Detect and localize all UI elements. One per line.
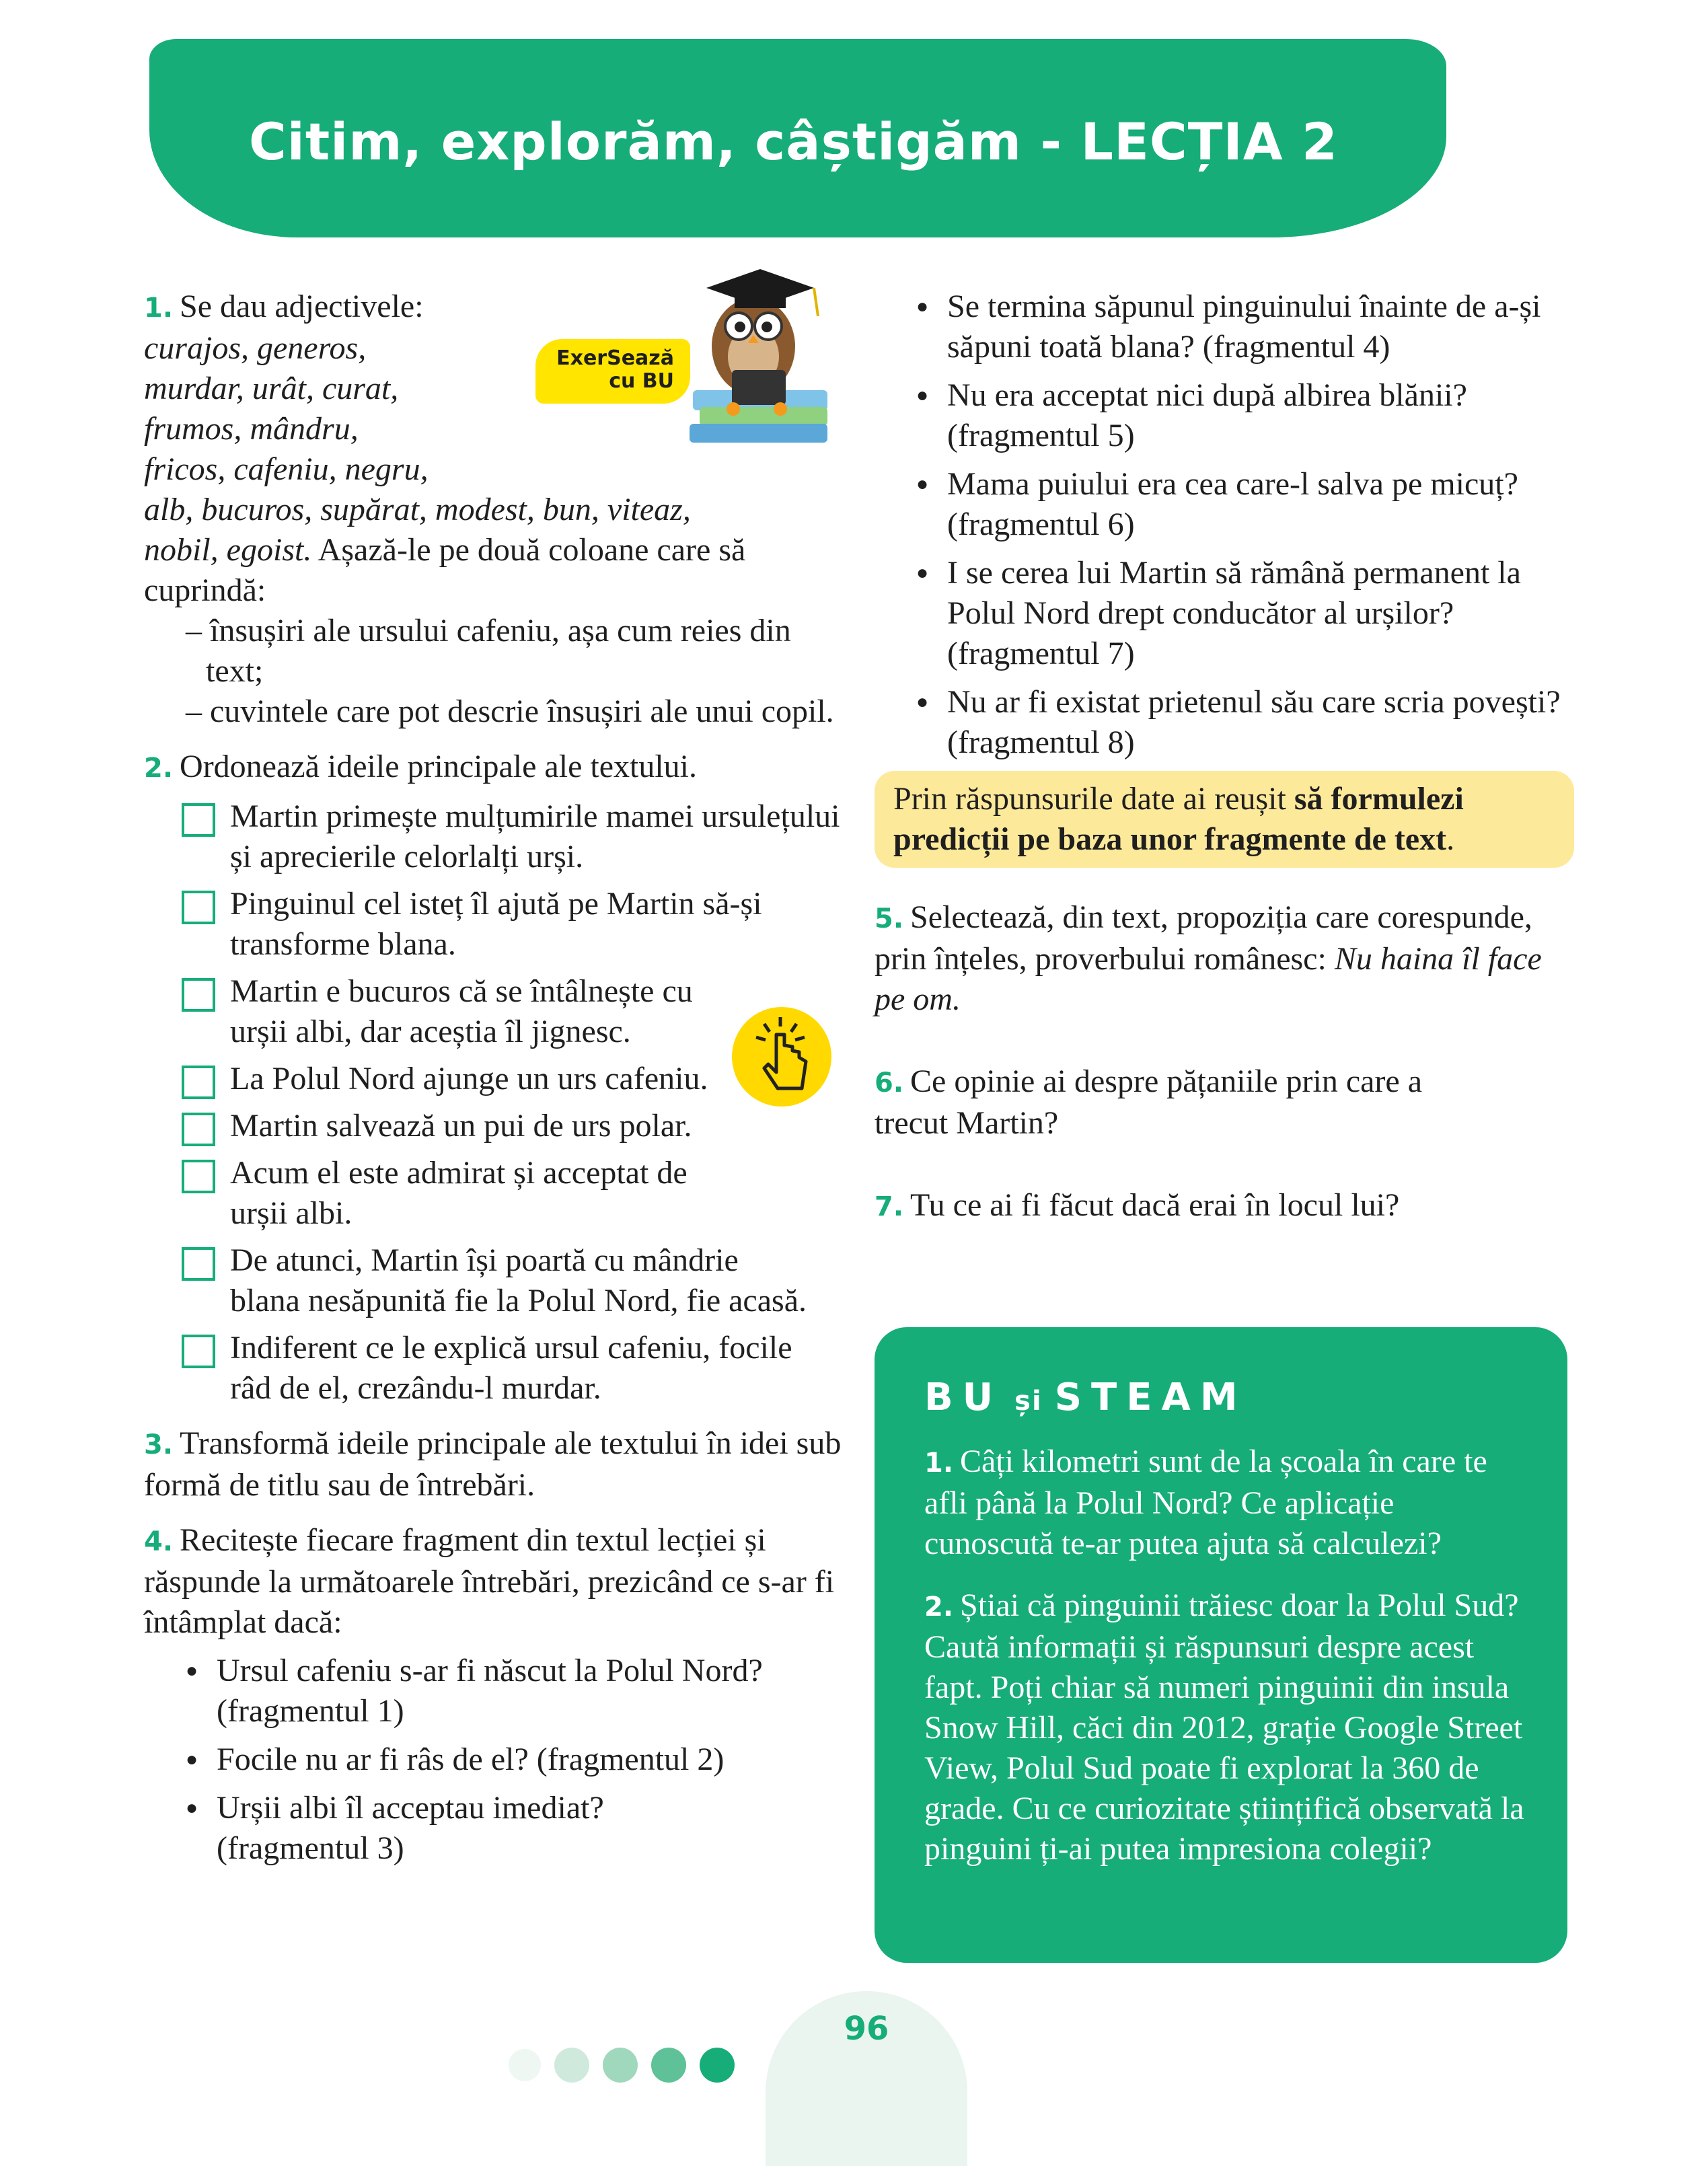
bullet-item: ● Urșii albi îl acceptau imediat? (fragmentul 3)	[144, 1788, 674, 1869]
exercise-6	[875, 1061, 1480, 1144]
checkbox[interactable]	[182, 891, 215, 924]
steam-title-si: și	[1014, 1386, 1043, 1417]
checklist-item	[144, 1240, 809, 1321]
proverb: Nu haina îl face pe om.	[875, 941, 1542, 1017]
bullet-item: ● Nu era acceptat nici după albirea blănii? (fragmentul 5)	[875, 375, 1574, 456]
dash-item: – însușiri ale ursului cafeniu, așa cum reies din text;	[186, 613, 791, 689]
bullet-item: ● I se cerea lui Martin să rămână permanent la Polul Nord drept conducător al urșilor? (fragmentul 7)	[875, 553, 1574, 674]
exercise-number: 1.	[144, 293, 174, 324]
exercise-2-text: Ordonează ideile principale ale textului.	[180, 749, 698, 784]
exercise-3	[144, 1423, 844, 1505]
checklist-item-text: Martin primește mulțumirile mamei ursulețului și aprecierile celorlalți urși.	[230, 798, 840, 874]
exercise-5-text: Selectează, din text, propoziția care corespunde, prin înțeles, proverbului românesc:	[875, 899, 1532, 977]
exercise-1-intro: Se dau adjectivele:	[180, 289, 424, 324]
steam-title	[924, 1376, 1247, 1419]
page-title: Citim, explorăm, câștigăm - LECȚIA 2	[249, 112, 1338, 172]
bullet-list	[875, 287, 1574, 763]
checklist-item-text: La Polul Nord ajunge un urs cafeniu.	[230, 1061, 708, 1096]
highlight-plain: Prin răspunsurile date ai reușit	[893, 781, 1294, 817]
steam-question-number: 2.	[924, 1592, 954, 1622]
exercise-number: 5.	[875, 903, 904, 934]
steam-question-text: Câți kilometri sunt de la școala în care te afli până la Polul Nord? Ce aplicație cunoscută te-ar putea ajuta să calculezi?	[924, 1444, 1487, 1561]
highlight-box	[875, 771, 1574, 868]
bullet-item: ● Nu ar fi existat prietenul său care scria povești? (fragmentul 8)	[875, 682, 1574, 763]
steam-question-text: Știai că pinguinii trăiesc doar la Polul Sud? Caută informații și răspunsuri despre acest fapt. Poți chiar să numeri pinguinii din insula Snow Hill, căci din 2012, grație Google Street View, Polul Sud poate fi explorat la 360 de grade. Cu ce curiozitate științifică observată la pinguini ți-ai putea impresiona colegii?	[924, 1588, 1524, 1867]
checklist-item-text: Martin salvează un pui de urs polar.	[230, 1108, 692, 1144]
adjective-line: murdar, urât, curat,	[144, 371, 399, 406]
badge-line-2: cu BU	[609, 369, 674, 393]
checklist-item-text: Indiferent ce le explică ursul cafeniu, focile râd de el, crezându-l murdar.	[230, 1330, 792, 1406]
steam-body	[924, 1442, 1530, 1869]
exercise-3-text: Transformă ideile principale ale textului în idei sub formă de titlu sau de întrebări.	[144, 1425, 842, 1503]
checklist-item-text: De atunci, Martin își poartă cu mândrie blana nesăpunită fie la Polul Nord, fie acasă.	[230, 1242, 807, 1318]
checklist-item	[144, 1106, 844, 1146]
checklist-item	[144, 1328, 836, 1409]
checklist-item	[144, 971, 741, 1052]
bullet-item: ● Se termina săpunul pinguinului înainte de a-și săpuni toată blana? (fragmentul 4)	[875, 287, 1574, 367]
checklist-item-text: Acum el este admirat și acceptat de urșii albi.	[230, 1155, 688, 1231]
checkbox[interactable]	[182, 1247, 215, 1281]
adjective-line: frumos, mândru,	[144, 411, 359, 447]
checkbox[interactable]	[182, 1066, 215, 1099]
exercise-number: 7.	[875, 1191, 904, 1222]
steam-question-2	[924, 1585, 1530, 1869]
exercise-1-instruction: Așază-le pe două coloane care să cuprindă:	[144, 532, 746, 608]
steam-title-bu: BU	[924, 1376, 1003, 1419]
highlight-bold: să formulezi predicții pe baza unor fragmente de text	[893, 781, 1464, 857]
header-banner	[149, 39, 1446, 237]
steam-title-steam: STEAM	[1054, 1376, 1247, 1419]
exercise-5	[875, 897, 1574, 1020]
checkbox[interactable]	[182, 978, 215, 1012]
bullet-item: ● Focile nu ar fi râs de el? (fragmentul 2)	[144, 1740, 844, 1780]
adjective-line: nobil, egoist.	[144, 532, 312, 568]
exercise-1	[144, 287, 844, 732]
bullet-list	[144, 1651, 844, 1869]
dash-item: – cuvintele care pot descrie însușiri ale unui copil.	[186, 694, 834, 729]
exercise-4-text: Recitește fiecare fragment din textul lecției și răspunde la următoarele întrebări, prezicând ce s-ar fi întâmplat dacă:	[144, 1522, 835, 1640]
checklist-item	[144, 884, 844, 965]
exercise-4	[144, 1520, 844, 1869]
progress-dots	[505, 2045, 747, 2085]
checklist-item-text: Pinguinul cel isteț îl ajută pe Martin să-și transforme blana.	[230, 886, 762, 962]
exercise-6-text: Ce opinie ai despre pățaniile prin care a trecut Martin?	[875, 1063, 1423, 1141]
tap-hand-icon	[727, 1005, 837, 1109]
adjective-line: curajos, generos,	[144, 330, 367, 366]
badge-line-1: ExerSează	[556, 346, 674, 370]
checklist-item-text: Martin e bucuros că se întâlnește cu urșii albi, dar aceștia îl jignesc.	[230, 973, 693, 1049]
exercise-number: 2.	[144, 753, 174, 784]
checkbox[interactable]	[182, 1160, 215, 1193]
exercise-7-text: Tu ce ai fi făcut dacă erai în locul lui?	[910, 1187, 1400, 1223]
adjective-line: alb, bucuros, supărat, modest, bun, viteaz,	[144, 492, 691, 527]
page-number: 96	[844, 2010, 889, 2048]
steam-question-number: 1.	[924, 1448, 954, 1479]
right-column	[875, 287, 1574, 1227]
checklist-item	[144, 796, 844, 877]
bullet-item: ● Ursul cafeniu s-ar fi născut la Polul Nord? (fragmentul 1)	[144, 1651, 844, 1731]
highlight-end: .	[1446, 821, 1455, 857]
exercise-number: 6.	[875, 1068, 904, 1098]
checkbox[interactable]	[182, 1335, 215, 1368]
adjective-line: fricos, cafeniu, negru,	[144, 451, 429, 487]
exercise-number: 3.	[144, 1429, 174, 1460]
steam-box	[875, 1327, 1567, 1963]
bullet-item: ● Mama puiului era cea care-l salva pe micuț? (fragmentul 6)	[875, 464, 1574, 545]
checkbox[interactable]	[182, 803, 215, 837]
exercise-number: 4.	[144, 1526, 174, 1557]
checkbox[interactable]	[182, 1113, 215, 1146]
exercise-7	[875, 1185, 1574, 1227]
checklist-item	[144, 1153, 701, 1234]
steam-question-1	[924, 1442, 1530, 1564]
